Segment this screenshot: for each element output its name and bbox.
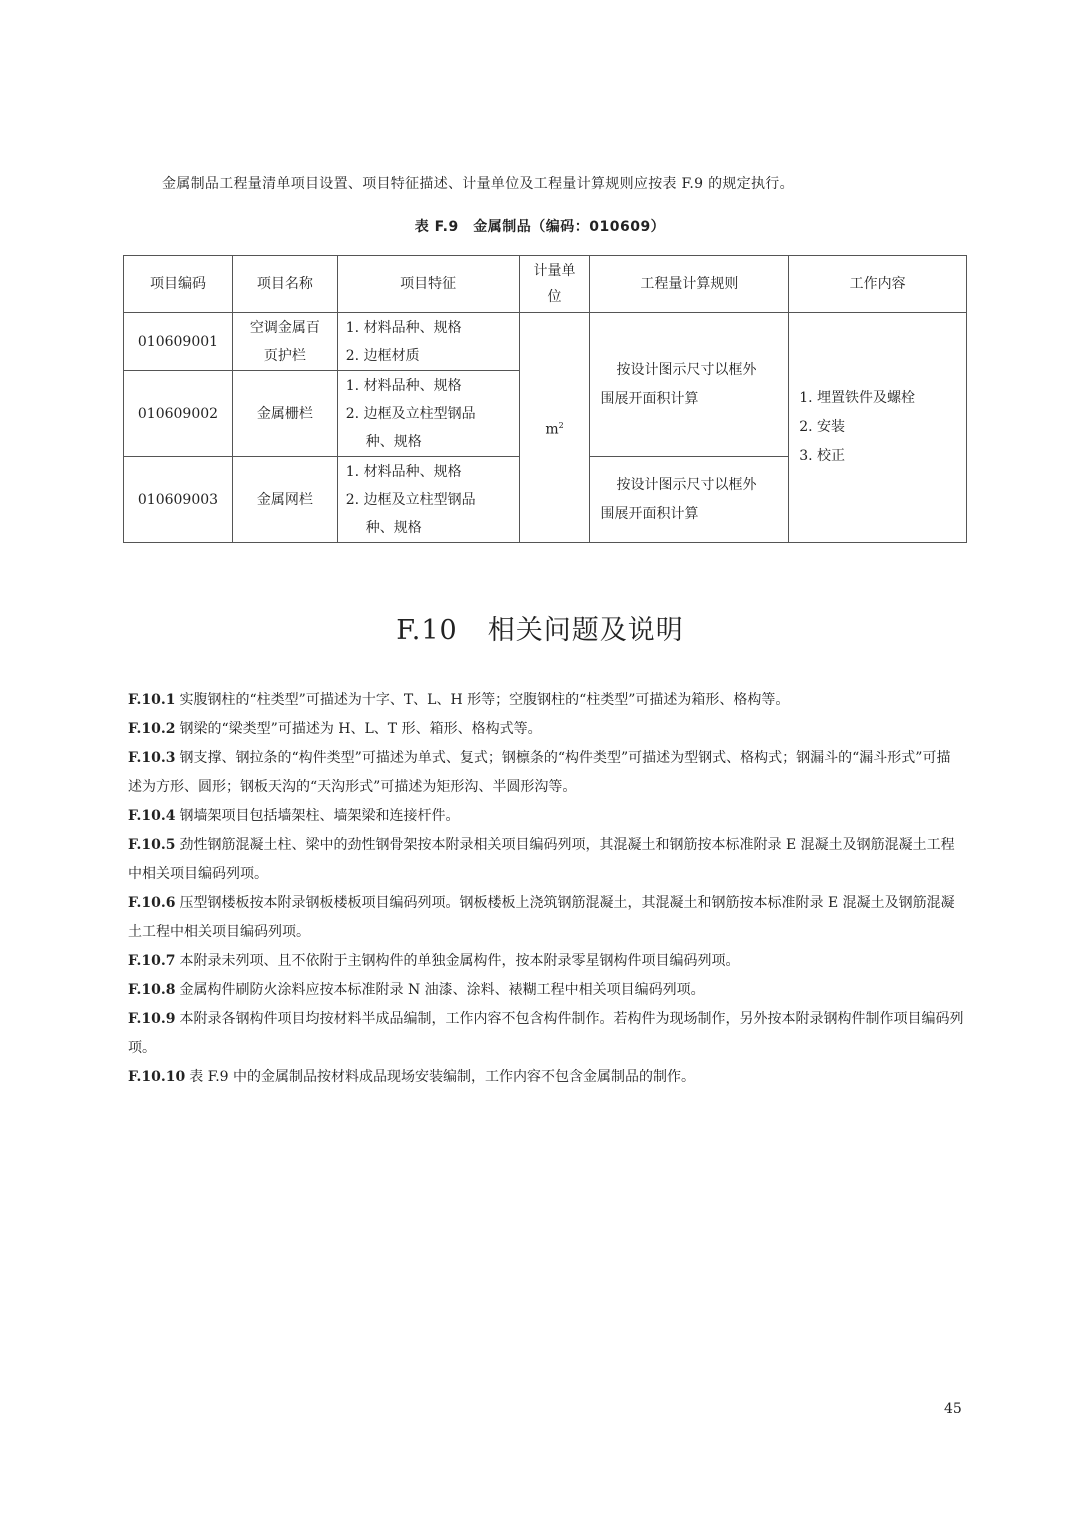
unit-base: m: [545, 421, 559, 438]
row-name: 金属栅栏: [232, 371, 337, 457]
header-work: 工作内容: [789, 256, 967, 313]
note-text: 本附录未列项、且不依附于主钢构件的单独金属构件，按本附录零星钢构件项目编码列项。: [179, 953, 740, 969]
feature-line: 种、规格: [365, 519, 422, 536]
note-item: [128, 715, 964, 744]
feature-line: 1. 材料品种、规格: [345, 463, 462, 480]
note-id: F.10.1: [128, 692, 176, 708]
feature-line: 1. 材料品种、规格: [345, 319, 462, 336]
note-item: [128, 802, 964, 831]
work-line: 2. 安装: [799, 419, 846, 435]
rule-cell-b: [590, 457, 789, 543]
section-title: 相关问题及说明: [487, 615, 684, 646]
feature-line: 2. 边框及立柱型钢品: [345, 491, 476, 508]
section-number: F.10: [396, 615, 458, 646]
row-features: [337, 371, 519, 457]
rule-line: 按设计图示尺寸以框外: [616, 361, 757, 378]
note-item: [128, 744, 964, 802]
note-item: [128, 889, 964, 947]
table-header-row: [124, 256, 967, 313]
row-name-line: 页护栏: [263, 347, 306, 364]
feature-line: 2. 边框及立柱型钢品: [345, 405, 476, 422]
row-code: 010609003: [124, 457, 233, 543]
note-id: F.10.4: [128, 808, 176, 824]
note-text: 劲性钢筋混凝土柱、梁中的劲性钢骨架按本附录相关项目编码列项，其混凝土和钢筋按本标准附录 E 混凝土及钢筋混凝土工程中相关项目编码列项。: [128, 837, 955, 882]
note-id: F.10.2: [128, 721, 176, 737]
header-code: 项目编码: [124, 256, 233, 313]
note-text: 钢支撑、钢拉条的“构件类型”可描述为单式、复式；钢檩条的“构件类型”可描述为型钢式、格构式；钢漏斗的“漏斗形式”可描述为方形、圆形；钢板天沟的“天沟形式”可描述为矩形沟、半圆形沟等。: [128, 750, 951, 795]
note-id: F.10.8: [128, 982, 176, 998]
intro-text: 金属制品工程量清单项目设置、项目特征描述、计量单位及工程量计算规则应按表 F.9 的规定执行。: [162, 176, 794, 192]
row-features: [337, 457, 519, 543]
rule-line: 按设计图示尺寸以框外: [616, 476, 757, 493]
note-item: [128, 686, 964, 715]
rule-line: 围展开面积计算: [600, 505, 699, 522]
row-name: 金属网栏: [232, 457, 337, 543]
notes-list: [128, 686, 964, 1092]
note-text: 实腹钢柱的“柱类型”可描述为十字、T、L、H 形等；空腹钢柱的“柱类型”可描述为箱形、格构等。: [179, 692, 790, 708]
header-unit-text: 计量单位: [533, 263, 576, 305]
header-features: 项目特征: [337, 256, 519, 313]
work-line: 3. 校正: [799, 448, 846, 464]
row-code: 010609001: [124, 313, 233, 371]
page-number: 45: [944, 1401, 962, 1417]
note-item: [128, 831, 964, 889]
note-text: 钢墙架项目包括墙架柱、墙架梁和连接杆件。: [179, 808, 460, 824]
note-id: F.10.6: [128, 895, 176, 911]
note-item: [128, 1063, 964, 1092]
metal-products-table: [123, 255, 967, 543]
work-line: 1. 埋置铁件及螺栓: [799, 390, 916, 406]
note-id: F.10.9: [128, 1011, 176, 1027]
row-code: 010609002: [124, 371, 233, 457]
work-cell: [789, 313, 967, 543]
rule-cell-a: [590, 313, 789, 457]
note-text: 压型钢楼板按本附录钢板楼板项目编码列项。钢板楼板上浇筑钢筋混凝土，其混凝土和钢筋按本标准附录 E 混凝土及钢筋混凝土工程中相关项目编码列项。: [128, 895, 955, 940]
unit-sup: 2: [558, 420, 564, 430]
header-name: 项目名称: [232, 256, 337, 313]
section-heading: [0, 608, 1080, 647]
unit-cell: [519, 313, 590, 543]
note-text: 表 F.9 中的金属制品按材料成品现场安装编制，工作内容不包含金属制品的制作。: [189, 1069, 696, 1085]
note-id: F.10.10: [128, 1069, 186, 1085]
row-name-line: 空调金属百: [249, 319, 320, 336]
note-text: 本附录各钢构件项目均按材料半成品编制，工作内容不包含构件制作。若构件为现场制作，另外按本附录钢构件制作项目编码列项。: [128, 1011, 964, 1056]
note-item: [128, 976, 964, 1005]
note-id: F.10.3: [128, 750, 176, 766]
header-unit: [519, 256, 590, 313]
row-name: [232, 313, 337, 371]
table-row: [124, 313, 967, 371]
rule-line: 围展开面积计算: [600, 390, 699, 407]
note-item: [128, 947, 964, 976]
note-id: F.10.5: [128, 837, 176, 853]
header-rule: 工程量计算规则: [590, 256, 789, 313]
feature-line: 2. 边框材质: [345, 347, 420, 364]
note-item: [128, 1005, 964, 1063]
note-text: 金属构件刷防火涂料应按本标准附录 N 油漆、涂料、裱糊工程中相关项目编码列项。: [179, 982, 705, 998]
table-title: 表 F.9 金属制品（编码：010609）: [414, 219, 666, 235]
row-features: [337, 313, 519, 371]
note-text: 钢梁的“梁类型”可描述为 H、L、T 形、箱形、格构式等。: [179, 721, 542, 737]
note-id: F.10.7: [128, 953, 176, 969]
feature-line: 1. 材料品种、规格: [345, 377, 462, 394]
feature-line: 种、规格: [365, 433, 422, 450]
